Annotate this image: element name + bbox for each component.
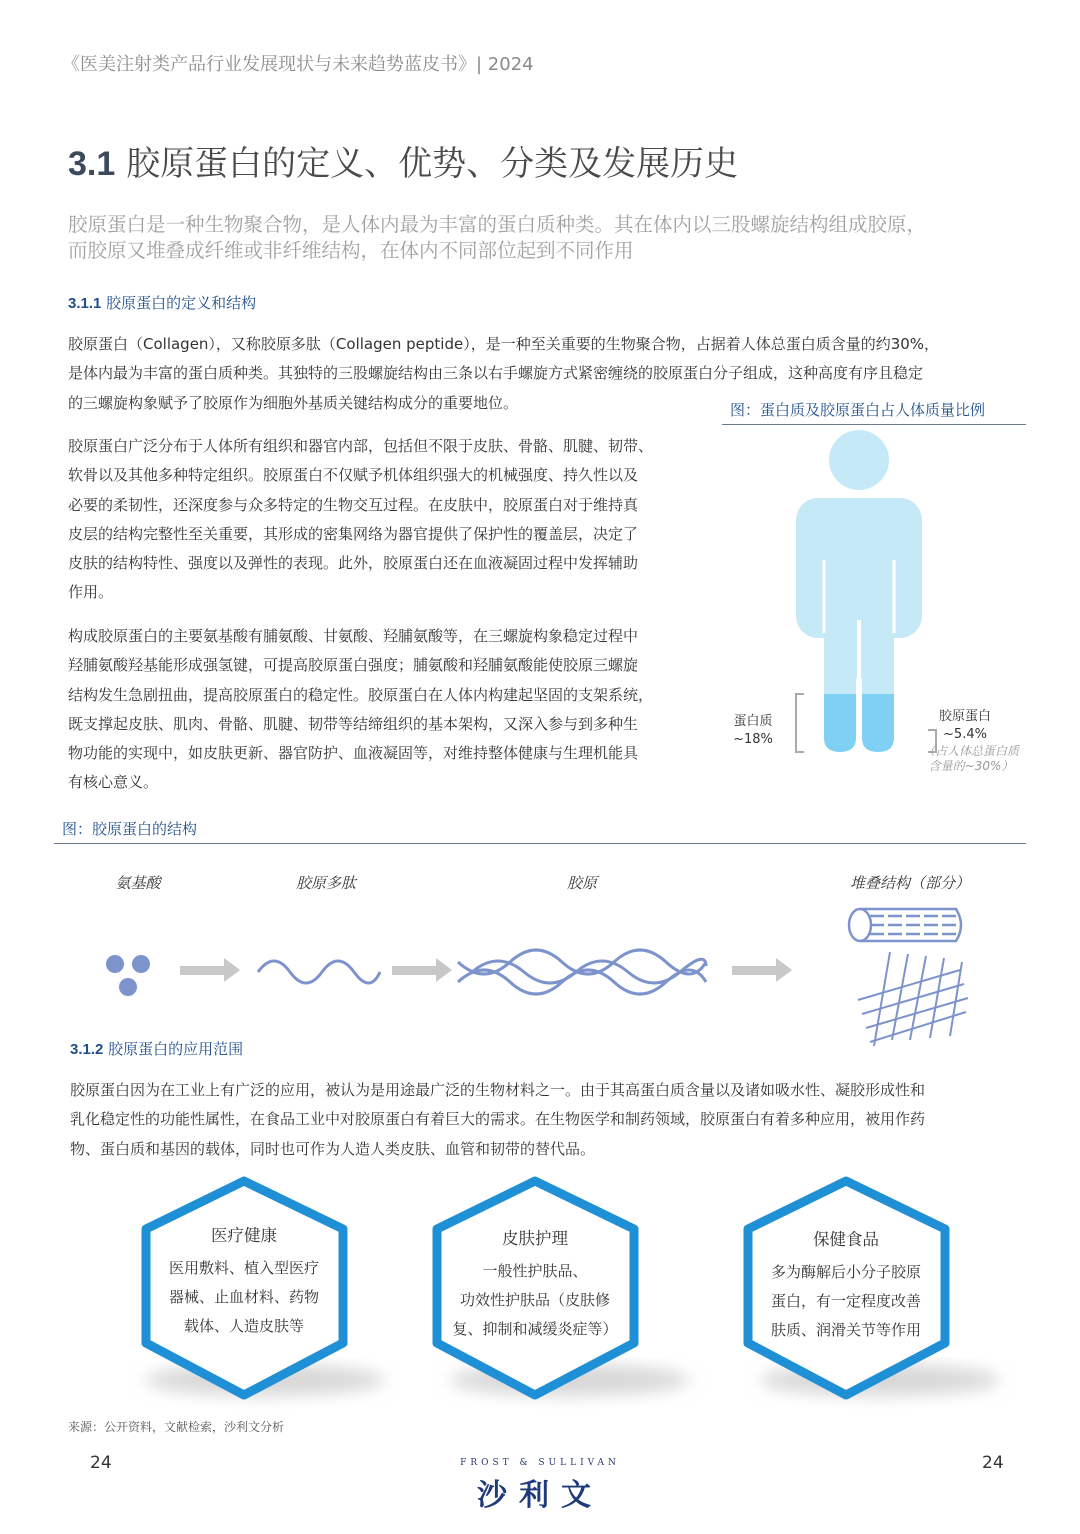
paragraph-line: 物功能的实现中，如皮肤更新、器官防护、血液凝固等，对维持整体健康与生理机能具 <box>68 744 639 763</box>
paragraph-line: 胶原蛋白因为在工业上有广泛的应用，被认为是用途最广泛的生物材料之一。由于其高蛋白质含量以及诸如吸水性、凝胶形成性和 <box>70 1081 926 1099</box>
section-title <box>68 136 738 185</box>
protein-bracket <box>796 694 804 752</box>
paragraph-line: 皮肤的结构特性、强度以及弹性的表现。此外，胶原蛋白还在血液凝固过程中发挥辅助 <box>68 554 639 573</box>
triple-helix-icon <box>458 950 706 994</box>
running-header: 《医美注射类产品行业发展现状与未来趋势蓝皮书》| 2024 <box>62 54 534 75</box>
fiber-mesh-icon <box>858 952 968 1046</box>
application-line: 复、抑制和减缓炎症等） <box>452 1320 618 1338</box>
brand-name-en: FROST & SULLIVAN <box>460 1458 620 1468</box>
application-line: 医用敷料、植入型医疗 <box>168 1259 319 1277</box>
body-leg-left-upper <box>824 608 856 696</box>
paragraph-distribution <box>68 432 708 608</box>
body-leg-right-upper <box>862 608 894 696</box>
paragraph-line: 皮层的结构完整性至关重要，其形成的密集网络为器官提供了保护性的覆盖层，决定了 <box>68 524 639 543</box>
amino-dot <box>119 978 137 996</box>
paragraph-line: 乳化稳定性的功能性属性，在食品工业中对胶原蛋白有着巨大的需求。在生物医学和制药领域，胶原蛋白有着多种应用，被用作药 <box>70 1110 926 1129</box>
paragraph-line: 的三螺旋构象赋予了胶原作为细胞外基质关键结构成分的重要地位。 <box>68 393 519 412</box>
paragraph-line: 软骨以及其他多种特定组织。胶原蛋白不仅赋予机体组织强大的机械强度、持久性以及 <box>68 466 639 485</box>
body-head <box>829 430 889 490</box>
paragraph-line: 既支撑起皮肤、肌肉、骨骼、肌腱、韧带等结缔组织的基本架构，又深入参与到多种生 <box>68 714 639 733</box>
subsection-heading <box>70 1038 243 1059</box>
stage-label-peptide: 胶原多肽 <box>295 874 356 892</box>
protein-value: ~18% <box>733 732 773 747</box>
body-torso <box>796 498 922 638</box>
protein-label-block <box>720 713 786 749</box>
application-line: 肤质、润滑关节等作用 <box>770 1321 921 1339</box>
peptide-wave-icon <box>258 961 380 983</box>
subsection-number: 3.1.1 <box>68 295 102 312</box>
body-figure-caption: 图：蛋白质及胶原蛋白占人体质量比例 <box>730 401 986 419</box>
amino-dot <box>106 955 124 973</box>
subsection-title: 胶原蛋白的应用范围 <box>103 1040 244 1058</box>
paragraph-line: 结构发生急剧扭曲，提高胶原蛋白的稳定性。胶原蛋白在人体内构建起坚固的支架系统， <box>68 685 654 704</box>
application-line: 功效性护肤品（皮肤修 <box>459 1291 610 1309</box>
paragraph-line: 胶原蛋白广泛分布于人体所有组织和器官内部，包括但不限于皮肤、骨骼、肌腱、韧带、 <box>68 437 654 455</box>
structure-figure-caption: 图：胶原蛋白的结构 <box>62 820 198 838</box>
application-card-skincare <box>435 1225 635 1344</box>
source-note: 来源：公开资料，文献检索，沙利文分析 <box>68 1420 285 1434</box>
protein-label: 蛋白质 <box>733 714 773 729</box>
amino-dot <box>132 955 150 973</box>
amino-acid-dots-icon <box>106 955 150 996</box>
page-number-left: 24 <box>90 1453 112 1473</box>
collagen-note <box>915 744 1027 774</box>
application-line: 载体、人造皮肤等 <box>183 1317 304 1335</box>
collagen-note-line: （占人体总蛋白质 <box>922 744 1019 758</box>
collagen-note-line: 含量的~30%） <box>928 759 1014 773</box>
paragraph-applications <box>70 1076 1020 1164</box>
stage-label-stacked: 堆叠结构（部分） <box>849 874 970 892</box>
caption-rule <box>54 843 1026 844</box>
application-title: 皮肤护理 <box>502 1229 568 1248</box>
paragraph-line: 必要的柔韧性，还深度参与众多特定的生物交互过程。在皮肤中，胶原蛋白对于维持真 <box>68 495 639 514</box>
application-title: 医疗健康 <box>211 1226 277 1245</box>
fiber-bundle-icon <box>849 909 961 941</box>
arrow-icon <box>180 958 240 982</box>
application-line: 多为酶解后小分子胶原 <box>770 1263 921 1281</box>
paragraph-line: 是体内最为丰富的蛋白质种类。其独特的三股螺旋结构由三条以右手螺旋方式紧密缠绕的胶原蛋白分子组成，这种高度有序且稳定 <box>68 364 924 383</box>
collagen-structure-diagram <box>90 900 990 1050</box>
arrow-icon <box>732 958 792 982</box>
subsection-title: 胶原蛋白的定义和结构 <box>101 294 257 312</box>
subsection-heading <box>68 292 256 313</box>
paragraph-line: 作用。 <box>68 583 114 602</box>
subsection-number: 3.1.2 <box>70 1041 104 1058</box>
paragraph-line: 有核心意义。 <box>68 773 159 792</box>
application-line: 一般性护肤品、 <box>482 1262 588 1280</box>
page-number-right: 24 <box>982 1453 1004 1473</box>
application-title: 保健食品 <box>813 1230 879 1249</box>
collagen-label-block <box>920 708 1010 744</box>
application-card-medical <box>144 1222 344 1341</box>
stage-label-amino-acid: 氨基酸 <box>115 874 161 892</box>
lead-line: 而胶原又堆叠成纤维或非纤维结构，在体内不同部位起到不同作用 <box>68 239 634 262</box>
application-line: 蛋白，有一定程度改善 <box>770 1292 921 1310</box>
paragraph-line: 羟脯氨酸羟基能形成强氢键，可提高胶原蛋白强度；脯氨酸和羟脯氨酸能使胶原三螺旋 <box>68 656 639 675</box>
paragraph-amino-acids <box>68 622 708 798</box>
section-number: 3.1 <box>68 145 116 183</box>
caption-rule <box>722 424 1026 425</box>
section-lead <box>68 212 1028 264</box>
arrow-icon <box>392 958 452 982</box>
collagen-label: 胶原蛋白 <box>938 709 991 724</box>
paragraph-line: 构成胶原蛋白的主要氨基酸有脯氨酸、甘氨酸、羟脯氨酸等，在三螺旋构象稳定过程中 <box>68 627 639 645</box>
stage-label-collagen: 胶原 <box>566 874 597 892</box>
application-card-health-food <box>746 1226 946 1345</box>
lead-line: 胶原蛋白是一种生物聚合物，是人体内最为丰富的蛋白质种类。其在体内以三股螺旋结构组成胶原， <box>68 213 927 236</box>
brand-logo: 沙利文 <box>477 1478 603 1513</box>
paragraph-line: 胶原蛋白（Collagen），又称胶原多肽（Collagen peptide），是一种至关重要的生物聚合物，占据着人体总蛋白质含量的约30%， <box>68 335 940 353</box>
paragraph-line: 物、蛋白质和基因的载体，同时也可作为人造人类皮肤、血管和韧带的替代品。 <box>70 1139 596 1158</box>
collagen-value: ~5.4% <box>943 727 987 742</box>
application-line: 器械、止血材料、药物 <box>168 1288 319 1306</box>
section-title-text: 胶原蛋白的定义、优势、分类及发展历史 <box>115 144 739 184</box>
